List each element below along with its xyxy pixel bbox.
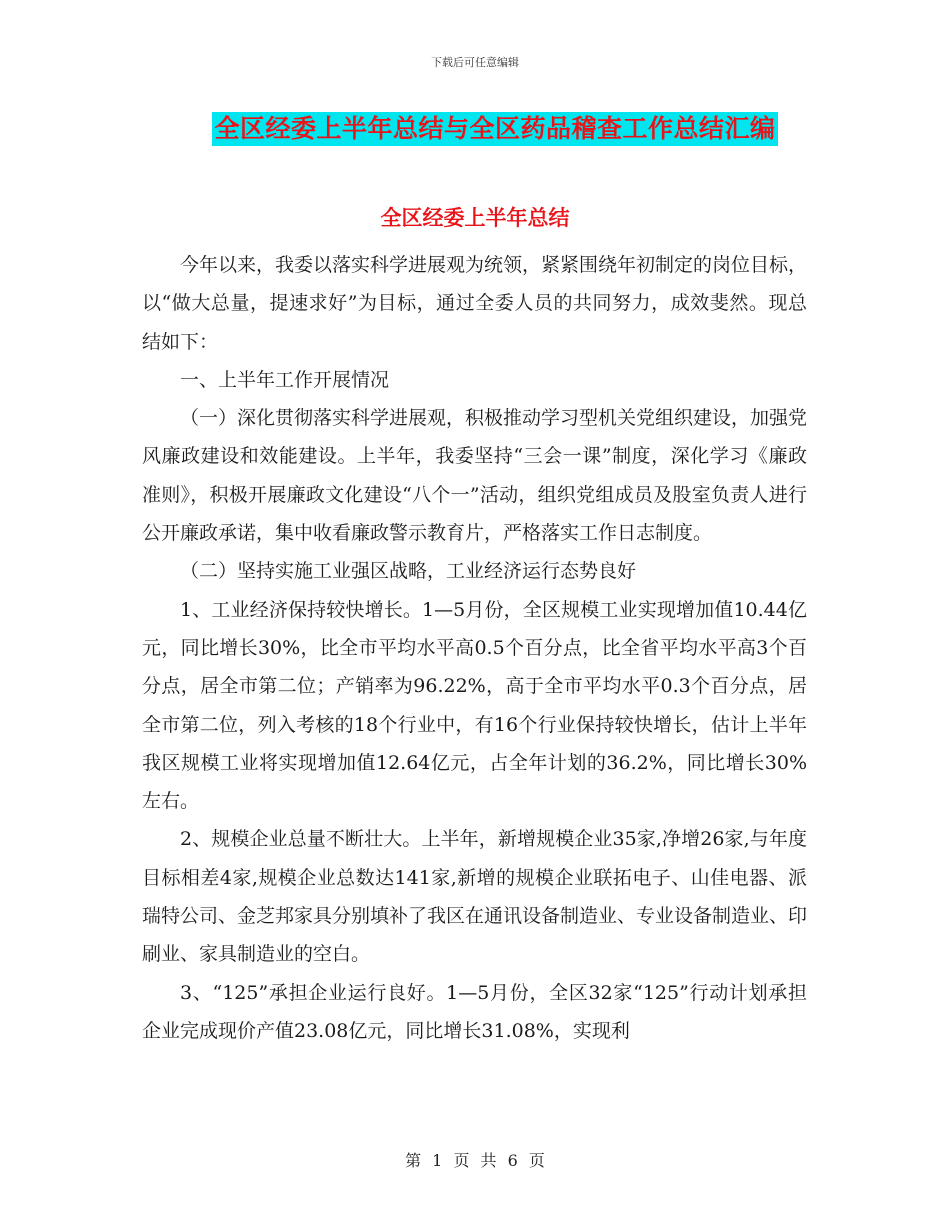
paragraph-heading-1: 一、上半年工作开展情况 — [180, 368, 390, 391]
section-title: 全区经委上半年总结 — [380, 206, 570, 230]
page-number: 第 1 页 共 6 页 — [405, 1151, 545, 1170]
paragraph-party-building: （一）深化贯彻落实科学进展观，积极推动学习型机关党组织建设，加强党风廉政建设和效能建设。上半年，我委坚持“三会一课”制度，深化学习《廉政准则》，积极开展廉政文化建设“八个一”活动，组织党组成员及股室负责人进行公开廉政承诺，集中收看廉政警示教育片，严格落实工作日志制度。 — [142, 407, 808, 545]
page-header-note: 下载后可任意编辑 — [431, 56, 519, 69]
document-title-container — [0, 112, 950, 146]
paragraph-industrial-growth: 1、工业经济保持较快增长。1—5月份，全区规模工业实现增加值10.44亿元，同比增长30%，比全市平均水平高0.5个百分点，比全省平均水平高3个百分点，居全市第二位；产销率为96.22%，高于全市平均水平0.3个百分点，居全市第二位，列入考核的18个行业中，有16个行业保持较快增长，估计上半年我区规模工业将实现增加值12.64亿元，占全年计划的36.2%，同比增长30%左右。 — [142, 598, 807, 813]
paragraph-heading-2: （二）坚持实施工业强区战略，工业经济运行态势良好 — [180, 560, 637, 583]
document-title: 全区经委上半年总结与全区药品稽查工作总结汇编 — [212, 112, 777, 146]
paragraph-125-enterprises: 3、“125”承担企业运行良好。1—5月份，全区32家“125”行动计划承担企业完成现价产值23.08亿元，同比增长31.08%，实现利 — [142, 981, 807, 1042]
document-body — [142, 246, 807, 1050]
paragraph-intro: 今年以来，我委以落实科学进展观为统领，紧紧围绕年初制定的岗位目标，以“做大总量，提速求好”为目标，通过全委人员的共同努力，成效斐然。现总结如下： — [142, 254, 808, 353]
paragraph-scale-enterprises: 2、规模企业总量不断壮大。上半年，新增规模企业35家,净增26家,与年度目标相差4家,规模企业总数达141家,新增的规模企业联拓电子、山佳电器、派瑞特公司、金芝邦家具分别填补了我区在通讯设备制造业、专业设备制造业、印刷业、家具制造业的空白。 — [142, 828, 808, 966]
